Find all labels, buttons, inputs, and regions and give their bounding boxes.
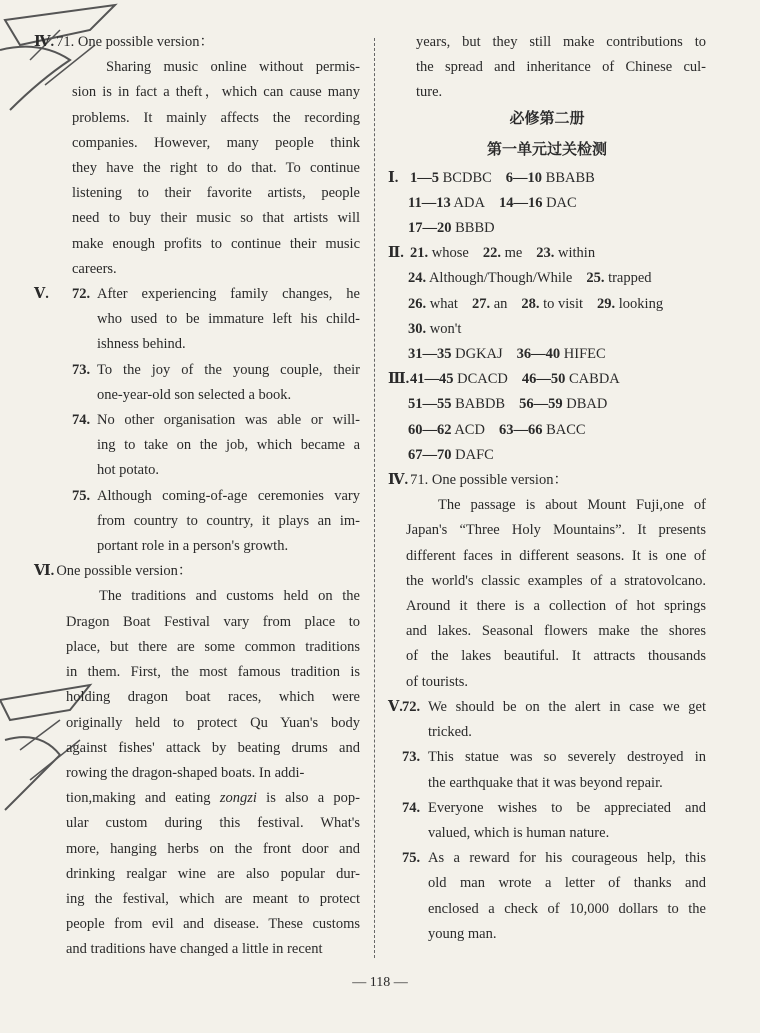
item-text: We should be on the alert in case we get: [428, 698, 706, 715]
item-number: 74.: [402, 799, 421, 816]
item-text: After experiencing family changes, he: [97, 286, 360, 303]
section-4-essay: [388, 493, 706, 695]
item-line: [388, 720, 706, 745]
answer-cell: [499, 191, 577, 216]
item-number: 74.: [72, 412, 91, 429]
item-text: Although coming-of-age ceremonies vary: [97, 487, 360, 504]
answer-cell: [499, 418, 586, 443]
essay-line: originally held to protect Qu Yuan's body: [66, 714, 360, 731]
section-intro: One possible version：: [56, 563, 193, 580]
item-text: the earthquake that it was beyond repair.: [428, 774, 663, 791]
answer-cell: [521, 292, 583, 317]
answer-value: HIFEC: [563, 346, 606, 363]
section-1-answers: [388, 166, 706, 242]
item-text: one-year-old son selected a book.: [97, 386, 292, 403]
essay-line: Japan's “Three Holy Mountains”. It presents: [406, 522, 706, 539]
item-line: [30, 358, 360, 383]
answer-value: an: [493, 295, 508, 312]
answer-cell: [408, 191, 485, 216]
answer-row: [388, 241, 706, 266]
answer-cell: [408, 392, 505, 417]
essay-line: listening to their favorite artists, people: [72, 185, 360, 202]
answer-cell: [597, 292, 663, 317]
item-text: portant role in a person's growth.: [97, 538, 289, 555]
section-label: Ⅴ.: [34, 286, 49, 303]
item-text: who used to be immature left his child-: [97, 311, 360, 328]
essay-line: different faces in different seasons. It is one of: [406, 547, 706, 564]
answer-range: 14—16: [498, 194, 543, 211]
section-intro: 71. One possible version：: [56, 34, 214, 50]
item-line: [388, 871, 706, 896]
item-line: [30, 458, 360, 483]
essay-line: of tourists.: [406, 673, 469, 690]
answer-range: 31—35: [408, 346, 452, 363]
section-4-heading: [30, 30, 360, 55]
section-3-answers: [388, 367, 706, 468]
essay-line: the spread and inheritance of Chinese cul-: [416, 59, 706, 76]
item-line: [388, 745, 706, 770]
item-line: [30, 408, 360, 433]
section-label: Ⅴ.: [388, 698, 403, 715]
item-line: [30, 534, 360, 559]
answer-value: me: [504, 245, 523, 262]
answer-value: won't: [429, 320, 462, 337]
right-column: [388, 30, 706, 947]
essay-line: make enough profits to continue their music: [72, 235, 360, 252]
item-text: from country to country, it plays an im-: [97, 512, 360, 529]
answer-value: BABDB: [455, 396, 506, 413]
item-line: [388, 821, 706, 846]
answer-row: [388, 266, 706, 291]
essay-line: Around it there is a collection of hot springs: [406, 598, 706, 615]
answer-value: within: [558, 245, 596, 262]
section-5-items: [388, 695, 706, 947]
item-text: This statue was so severely destroyed in: [428, 749, 706, 766]
answer-row: [388, 392, 706, 417]
item-line: [30, 307, 360, 332]
essay-line: rowing the dragon-shaped boats. In addi-: [66, 764, 305, 781]
answer-range: 27.: [471, 295, 491, 312]
answer-cell: [408, 317, 461, 342]
answer-range: 30.: [408, 320, 427, 337]
answer-cell: [586, 266, 651, 291]
item-line: [388, 771, 706, 796]
section-label: Ⅲ.: [388, 371, 410, 388]
item-text: To the joy of the young couple, their: [97, 361, 360, 378]
answer-range: 23.: [536, 245, 555, 262]
item-number: 73.: [72, 361, 91, 378]
answer-row: [388, 443, 706, 468]
section-label: Ⅵ.: [34, 563, 55, 580]
answer-cell: [517, 342, 606, 367]
answer-value: to visit: [543, 295, 584, 312]
section-label: Ⅰ.: [388, 169, 399, 186]
left-column: [30, 30, 360, 963]
answer-cell: [410, 166, 492, 191]
answer-range: 36—40: [516, 346, 561, 363]
answer-cell: [506, 166, 595, 191]
answer-row: [388, 216, 706, 241]
answer-cell: [519, 392, 607, 417]
item-line: [30, 332, 360, 357]
answer-cell: [472, 292, 507, 317]
answer-row: [388, 342, 706, 367]
answer-value: DCACD: [457, 371, 508, 388]
essay-line: problems. It mainly affects the recording: [72, 109, 360, 126]
answer-range: 51—55: [408, 396, 452, 413]
answer-value: looking: [618, 295, 664, 312]
item-text: young man.: [428, 925, 497, 942]
answer-value: DAC: [546, 194, 577, 211]
column-divider: [374, 38, 375, 958]
answer-cell: [408, 342, 503, 367]
item-text: tricked.: [428, 724, 472, 741]
section-label: Ⅳ.: [34, 34, 55, 50]
answer-row: [388, 166, 706, 191]
answer-range: 21.: [410, 245, 429, 262]
answer-cell: [408, 443, 494, 468]
item-text: Everyone wishes to be appreciated and: [428, 799, 706, 816]
answer-value: BBBD: [455, 220, 495, 237]
answer-value: BBABB: [545, 169, 595, 186]
item-line: [30, 509, 360, 534]
answer-row: [388, 292, 706, 317]
section-5-items: [30, 282, 360, 559]
answer-cell: [408, 418, 485, 443]
item-line: [30, 484, 360, 509]
essay-line: more, hanging herbs on the front door and: [66, 840, 360, 857]
answer-range: 46—50: [521, 371, 566, 388]
answer-value: Although/Though/While: [428, 270, 573, 287]
essay-line: The traditions and customs held on the: [99, 588, 360, 605]
essay-line: ture.: [416, 84, 443, 101]
item-text: No other organisation was able or will-: [97, 412, 360, 429]
item-line: [388, 846, 706, 871]
essay-line: and lakes. Seasonal flowers make the shores: [406, 623, 706, 640]
answer-range: 17—20: [408, 220, 452, 237]
answer-range: 29.: [597, 295, 616, 312]
essay-line: the world's classic examples of a stratovolcano.: [406, 572, 706, 589]
item-line: [388, 695, 706, 720]
answer-range: 41—45: [410, 371, 454, 388]
answer-range: 11—13: [408, 194, 451, 211]
item-line: [30, 282, 360, 307]
essay-line: and traditions have changed a little in recent: [66, 941, 323, 958]
page-number: — 118 —: [352, 975, 408, 990]
answer-row: [388, 191, 706, 216]
essay-line: tion,making and eating zongzi is also a pop-: [66, 790, 360, 807]
essay-line: careers.: [72, 260, 117, 277]
section-4-essay: [30, 55, 360, 282]
answer-value: DBAD: [566, 396, 608, 413]
answer-cell: [408, 292, 458, 317]
answer-value: DAFC: [455, 446, 494, 463]
answer-value: whose: [431, 245, 469, 262]
essay-line: Dragon Boat Festival vary from place to: [66, 613, 360, 630]
section-4-heading: [388, 468, 706, 493]
item-number: 72.: [402, 698, 421, 715]
essay-line: sion is in fact a theft，which can cause many: [72, 84, 360, 101]
essay-line: they have the right to do that. To continue: [72, 160, 360, 177]
item-number: 75.: [402, 850, 421, 867]
answer-range: 26.: [408, 295, 427, 312]
answer-range: 56—59: [519, 396, 563, 413]
essay-line: of the lakes beautiful. It attracts thousands: [406, 648, 706, 665]
answer-row: [388, 418, 706, 443]
answer-range: 28.: [521, 295, 540, 312]
item-text: valued, which is human nature.: [428, 824, 610, 841]
answer-cell: [522, 367, 620, 392]
essay-line: Sharing music online without permis-: [106, 59, 360, 76]
answer-row: [388, 367, 706, 392]
answer-value: BCDBC: [442, 169, 492, 186]
answer-cell: [408, 216, 495, 241]
answer-value: BACC: [546, 421, 586, 438]
item-number: 73.: [402, 749, 421, 766]
answer-range: 63—66: [498, 421, 543, 438]
section-intro: 71. One possible version：: [410, 472, 568, 489]
essay-line: drinking realgar wine are also popular dur-: [66, 865, 360, 882]
item-line: [388, 922, 706, 947]
item-line: [30, 433, 360, 458]
section-2-answers: [388, 241, 706, 367]
continued-essay: [388, 30, 706, 106]
item-number: 72.: [72, 286, 91, 303]
answer-range: 22.: [482, 245, 501, 262]
essay-line: holding dragon boat races, which were: [66, 689, 360, 706]
book-title: 必修第二册: [509, 108, 585, 127]
answer-cell: [536, 241, 595, 266]
answer-cell: [483, 241, 522, 266]
answer-range: 1—5: [410, 169, 439, 186]
answer-range: 67—70: [408, 446, 452, 463]
answer-value: CABDA: [569, 371, 620, 388]
section-6-essay-b: [30, 811, 360, 962]
answer-value: trapped: [608, 270, 652, 287]
essay-line: in them. First, the most famous tradition is: [66, 664, 360, 681]
item-text: hot potato.: [97, 462, 160, 479]
essay-line: ing the festival, which are meant to protect: [66, 890, 360, 907]
essay-line: The passage is about Mount Fuji,one of: [438, 497, 706, 514]
answer-value: ACD: [454, 421, 485, 438]
item-number: 75.: [72, 487, 91, 504]
answer-cell: [410, 241, 469, 266]
item-text: enclosed a check of 10,000 dollars to the: [428, 900, 706, 917]
answer-value: DGKAJ: [455, 346, 503, 363]
answer-value: ADA: [453, 194, 485, 211]
item-line: [30, 383, 360, 408]
answer-range: 24.: [408, 270, 427, 287]
item-text: old man wrote a letter of thanks and: [428, 875, 706, 892]
unit-title: 第一单元过关检测: [486, 139, 607, 158]
answer-range: 6—10: [505, 169, 543, 186]
essay-line: people from evil and disease. These customs: [66, 916, 360, 933]
section-label: Ⅳ.: [388, 472, 409, 489]
answer-cell: [408, 266, 572, 291]
item-text: ing to take on the job, which became a: [97, 437, 360, 454]
essay-line: companies. However, many people think: [72, 134, 360, 151]
item-text: As a reward for his courageous help, this: [428, 850, 706, 867]
answer-row: [388, 317, 706, 342]
item-text: ishness behind.: [97, 336, 186, 353]
section-label: Ⅱ.: [388, 245, 404, 262]
section-6-heading: [30, 559, 360, 584]
essay-line: ular custom during this festival. What's: [66, 815, 360, 832]
answer-value: what: [429, 295, 458, 312]
essay-line: against fishes' attack by beating drums and: [66, 739, 360, 756]
essay-line: need to buy their music so that artists will: [72, 210, 360, 227]
answer-range: 25.: [586, 270, 605, 287]
essay-line: place, but there are some common traditions: [66, 638, 360, 655]
answer-cell: [410, 367, 508, 392]
item-line: [388, 897, 706, 922]
section-6-essay-a: [30, 584, 360, 786]
essay-line: years, but they still make contributions to: [416, 34, 706, 50]
item-line: [388, 796, 706, 821]
answer-range: 60—62: [408, 421, 452, 438]
